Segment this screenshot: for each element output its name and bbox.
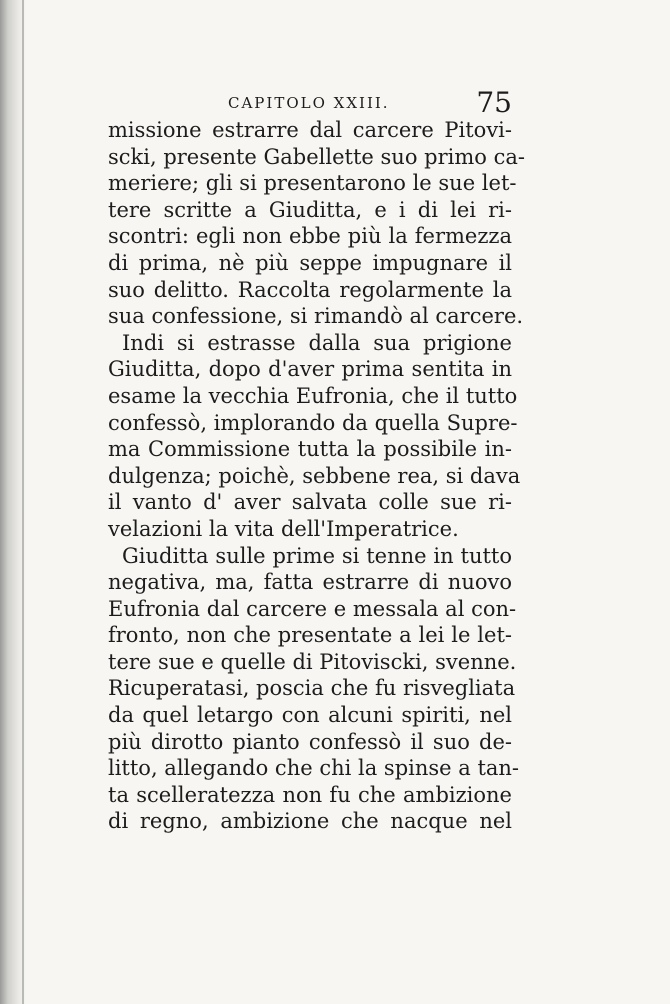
text-line: scki, presente Gabellette suo primo ca- bbox=[108, 144, 525, 169]
text-line: esame la vecchia Eufronia, che il tutto bbox=[108, 383, 518, 408]
text-line: il vanto d' aver salvata colle sue ri- bbox=[108, 490, 512, 515]
text-line: Giuditta sulle prime si tenne in tutto bbox=[122, 543, 512, 568]
text-line: dulgenza; poichè, sebbene rea, si dava bbox=[108, 463, 521, 488]
text-line: ta scelleratezza non fu che ambizione bbox=[108, 782, 512, 807]
text-line: suo delitto. Raccolta regolarmente la bbox=[108, 277, 512, 302]
text-line: ma Commissione tutta la possibile in- bbox=[108, 437, 512, 462]
text-line: missione estrarre dal carcere Pitovi- bbox=[108, 118, 512, 142]
text-line: Ricuperatasi, poscia che fu risvegliata bbox=[108, 676, 516, 701]
text-line: fronto, non che presentate a lei le let- bbox=[108, 623, 512, 648]
text-line: da quel letargo con alcuni spiriti, nel bbox=[108, 703, 512, 728]
text-line: di prima, nè più seppe impugnare il bbox=[108, 250, 512, 275]
text-line: Indi si estrasse dalla sua prigione bbox=[122, 330, 512, 355]
page-number: 75 bbox=[476, 86, 512, 119]
text-line: meriere; gli si presentarono le sue let- bbox=[108, 171, 517, 196]
text-line: più dirotto pianto confessò il suo de- bbox=[108, 729, 512, 754]
running-head bbox=[108, 86, 512, 119]
text-line: sua confessione, si rimandò al carcere. bbox=[108, 304, 524, 329]
text-line: confessò, implorando da quella Supre- bbox=[108, 410, 518, 435]
text-line: tere sue e quelle di Pitoviscki, svenne. bbox=[108, 649, 517, 674]
text-line: di regno, ambizione che nacque nel bbox=[108, 809, 512, 834]
text-line: Giuditta, dopo d'aver prima sentita in bbox=[108, 357, 512, 382]
body-text bbox=[108, 117, 525, 835]
text-line: tere scritte a Giuditta, e i di lei ri- bbox=[108, 197, 512, 222]
text-line: litto, allegando che chi la spinse a tan- bbox=[108, 756, 520, 781]
text-line: Eufronia dal carcere e messala al con- bbox=[108, 596, 517, 621]
binding-edge bbox=[22, 0, 24, 1004]
text-line: scontri: egli non ebbe più la fermezza bbox=[108, 224, 512, 249]
text-line: negativa, ma, fatta estrarre di nuovo bbox=[108, 570, 512, 595]
text-line: velazioni la vita dell'Imperatrice. bbox=[108, 516, 459, 541]
running-title: CAPITOLO XXIII. bbox=[228, 94, 390, 112]
